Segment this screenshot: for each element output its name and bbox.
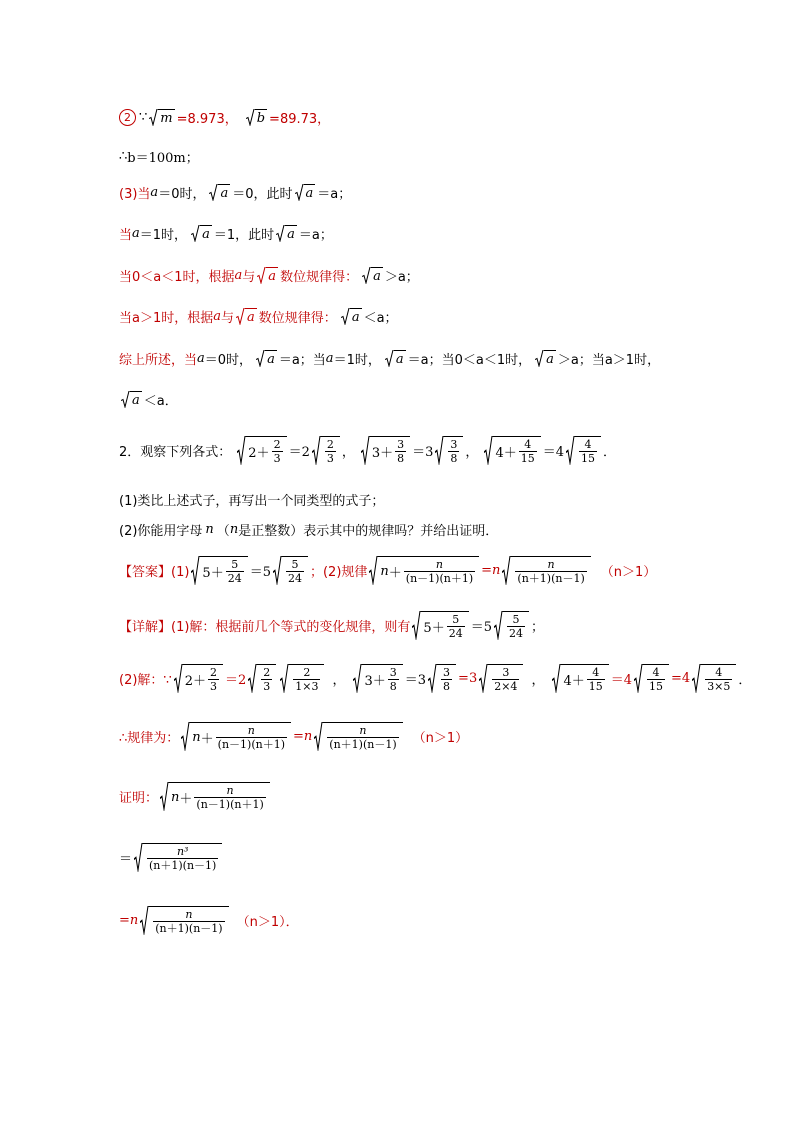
proof-step-2: =n $\frac{n}{(n+1)(n-1)}$ （n＞1）． xyxy=(119,908,299,935)
line-conclusion: a ＜a． xyxy=(119,390,178,409)
proof-step-1: ＝ $\frac{\text{n³}}{(n+1)(n-1)}$ xyxy=(119,843,224,872)
line-summary: 综上所述，当 a ＝0时， a ＝a；当 a ＝1时， a ＝a；当0＜a＜1时， a ＞a；当a＞1时， xyxy=(119,351,661,368)
detail-label: 【详解】(1)解：根据前几个等式的变化规律，则有 xyxy=(119,620,411,635)
sqrt-m: m xyxy=(149,109,174,126)
sqrt-a: a xyxy=(295,184,316,201)
line-a-one: 当 a ＝1时， a ＝1，此时 a ＝a； xyxy=(119,226,333,243)
example-1: 2＋ $\frac{2}{3}$ xyxy=(237,436,286,465)
rule-line: ∴规律为： n ＋ $\frac{n}{(n-1)(n+1)}$ =n $\frac{n}{(n+1)(n-1)}$ （n＞1） xyxy=(119,724,469,751)
detail-line-2: (2)解：∵ 2＋ $\frac{2}{3}$ ＝2 $\frac{2}{3}$ $\frac{2}{1\times 3}$ ， 3＋ $\frac{3}{8}$ ＝3 $\frac{3}{8}$ =3 $\frac{3}{2\times 4}$ ， 4＋ $\frac{4}{15}$ ＝4 $\frac{4}{15}$ =4 $\frac{4}{3\times 5}$ ． xyxy=(119,666,752,693)
proof-line: 证明： n ＋ $\frac{n}{(n-1)(n+1)}$ xyxy=(119,782,272,811)
sub-question-2: (2)你能用字母 n （ n 是正整数）表示其中的规律吗？并给出证明． xyxy=(119,522,499,539)
m-value: =8.973， xyxy=(176,112,238,127)
sqrt-a: a xyxy=(276,225,297,242)
question-2: 2．观察下列各式： 2＋ $\frac{2}{3}$ ＝2 $\frac{2}{3}$ ， 3＋ $\frac{3}{8}$ ＝3 $\frac{3}{8}$ ， 4＋ $\frac{4}{15}$ ＝4 $\frac{4}{15}$ ． xyxy=(119,438,617,465)
circled-number: 2 xyxy=(119,109,136,126)
question-number: 2．观察下列各式： xyxy=(119,445,232,460)
answer-line: 【答案】(1) 5＋ $\frac{5}{24}$ ＝5 $\frac{5}{24}$ ；(2)规律 n ＋ $\frac{n}{(n-1)(n+1)}$ =n $\frac{n}{(n+1)(n-1)}$ （n＞1） xyxy=(119,558,657,585)
sqrt-b: b xyxy=(246,109,267,126)
b-value: =89.73， xyxy=(269,112,331,127)
line-a-zero: (3)当 a ＝0时， a ＝0，此时 a ＝a； xyxy=(119,185,352,202)
line-a-between: 当0＜a＜1时，根据 a 与 a 数位规律得： a ＞a； xyxy=(119,268,419,285)
line-a-greater: 当a＞1时，根据 a 与 a 数位规律得： a ＜a； xyxy=(119,309,398,326)
example-2: 3＋ $\frac{3}{8}$ xyxy=(361,436,410,465)
sqrt-a: a xyxy=(209,184,230,201)
sub-question-1: (1)类比上述式子，再写出一个同类型的式子； xyxy=(119,494,385,509)
line-b-100m xyxy=(119,147,199,166)
b-equals: b＝100m； xyxy=(127,151,199,166)
line-sqrt-m xyxy=(119,108,330,127)
example-3: 4＋ $\frac{4}{15}$ xyxy=(484,436,540,465)
answer-label: 【答案】(1) xyxy=(119,565,190,580)
because-symbol: ∵ xyxy=(139,110,148,125)
detail-line-1: 【详解】(1)解：根据前几个等式的变化规律，则有 5＋ $\frac{5}{24}$ ＝5 $\frac{5}{24}$ ； xyxy=(119,613,544,640)
therefore-symbol: ∴ xyxy=(119,149,128,164)
sqrt-a: a xyxy=(191,225,212,242)
